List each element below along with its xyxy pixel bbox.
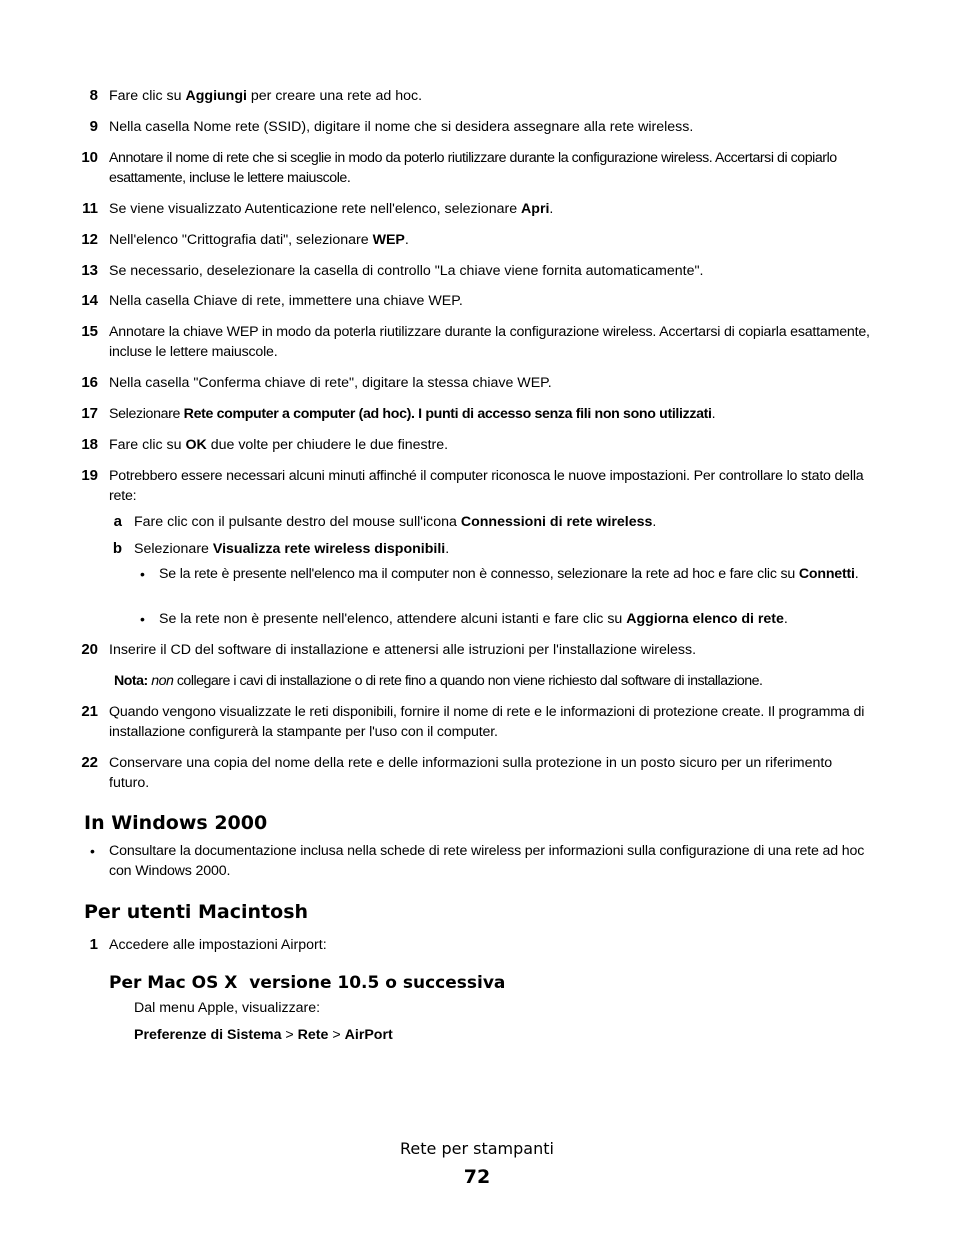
menu-path-separator: > — [332, 1027, 341, 1043]
menu-path-separator: > — [285, 1027, 294, 1043]
section-heading-windows-2000: In Windows 2000 — [84, 812, 268, 834]
substep-letter: a — [113, 513, 122, 530]
step-text: Nella casella "Conferma chiave di rete", digitare la stessa chiave WEP. — [109, 375, 552, 391]
step-number: 19 — [81, 467, 98, 484]
section-heading-macintosh: Per utenti Macintosh — [84, 901, 309, 923]
step-number: 11 — [82, 200, 98, 217]
note-emphasis: non — [151, 673, 174, 689]
menu-path — [134, 1025, 393, 1045]
step-number: 1 — [89, 936, 98, 953]
substep-text: Fare clic con il pulsante destro del mouse sull'icona Connessioni di rete wireless. — [134, 514, 657, 530]
menu-path-item: Rete — [297, 1027, 329, 1043]
bullet-text: Consultare la documentazione inclusa nella schede di rete wireless per informazioni sulla configurazione di una rete ad hoc con Windows 2000. — [109, 843, 865, 879]
menu-path-item: AirPort — [344, 1027, 393, 1043]
step-text: Accedere alle impostazioni Airport: — [109, 937, 327, 953]
bullet-text: Se la rete è presente nell'elenco ma il computer non è connesso, selezionare la rete ad hoc e fare clic su Connetti. — [159, 566, 859, 582]
step-number: 15 — [81, 323, 98, 340]
step-text: Nell'elenco "Crittografia dati", selezionare WEP. — [109, 232, 409, 248]
step-text: Selezionare Rete computer a computer (ad hoc). I punti di accesso senza fili non sono utilizzati. — [109, 406, 716, 422]
step-text: Quando vengono visualizzate le reti disponibili, fornire il nome di rete e le informazioni di protezione create. Il programma di installazione configurerà la stampante per l'uso con il computer. — [109, 704, 865, 740]
bullet-text: Se la rete non è presente nell'elenco, attendere alcuni istanti e fare clic su Aggiorna elenco di rete. — [159, 611, 788, 627]
step-text: Annotare il nome di rete che si sceglie in modo da poterlo riutilizzare durante la configurazione wireless. Accertarsi di copiarlo esattamente, incluse le lettere maiuscole. — [109, 150, 837, 186]
bullet-icon: • — [90, 843, 95, 859]
footer-title: Rete per stampanti — [400, 1139, 554, 1158]
step-number: 20 — [81, 641, 98, 658]
step-number: 12 — [81, 231, 98, 248]
step-number: 18 — [81, 436, 98, 453]
step-number: 17 — [81, 405, 98, 422]
substep-text: Selezionare Visualizza rete wireless disponibili. — [134, 541, 450, 557]
note-label: Nota: — [114, 673, 148, 689]
substep-letter: b — [112, 540, 122, 557]
step-number: 21 — [81, 703, 98, 720]
step-number: 10 — [81, 149, 98, 166]
step-text: Conservare una copia del nome della rete e delle informazioni sulla protezione in un posto sicuro per un riferimento futuro. — [109, 755, 833, 791]
note — [114, 671, 884, 691]
step-number: 16 — [81, 374, 98, 391]
page-number: 72 — [463, 1166, 491, 1188]
step-text: Inserire il CD del software di installazione e attenersi alle istruzioni per l'installazione wireless. — [109, 642, 697, 658]
subsection-heading-mac-os-x: Per Mac OS X versione 10.5 o successiva — [109, 973, 506, 993]
step-text: Potrebbero essere necessari alcuni minuti affinché il computer riconosca le nuove impostazioni. Per controllare lo stato della rete: — [109, 468, 864, 504]
step-text: Fare clic su OK due volte per chiudere le due finestre. — [109, 437, 449, 453]
step-text: Se viene visualizzato Autenticazione rete nell'elenco, selezionare Apri. — [109, 201, 554, 217]
step-text: Nella casella Chiave di rete, immettere una chiave WEP. — [109, 293, 463, 309]
step-number: 22 — [81, 754, 98, 771]
step-number: 13 — [81, 262, 98, 279]
bullet-icon: • — [140, 611, 145, 627]
mac-intro: Dal menu Apple, visualizzare: — [134, 1000, 321, 1016]
bullet-icon: • — [140, 566, 145, 582]
step-text: Nella casella Nome rete (SSID), digitare il nome che si desidera assegnare alla rete wireless. — [109, 119, 694, 135]
menu-path-item: Preferenze di Sistema — [134, 1027, 282, 1043]
step-number: 14 — [81, 292, 98, 309]
step-text: Se necessario, deselezionare la casella di controllo "La chiave viene fornita automaticamente". — [109, 263, 704, 279]
step-number: 8 — [89, 87, 98, 104]
step-text: Fare clic su Aggiungi per creare una rete ad hoc. — [109, 88, 423, 104]
note-text: collegare i cavi di installazione o di rete fino a quando non viene richiesto dal software di installazione. — [173, 673, 763, 689]
step-text: Annotare la chiave WEP in modo da poterla riutilizzare durante la configurazione wireless. Accertarsi di copiarla esattamente, incluse le lettere maiuscole. — [109, 324, 870, 360]
step-number: 9 — [89, 118, 98, 135]
